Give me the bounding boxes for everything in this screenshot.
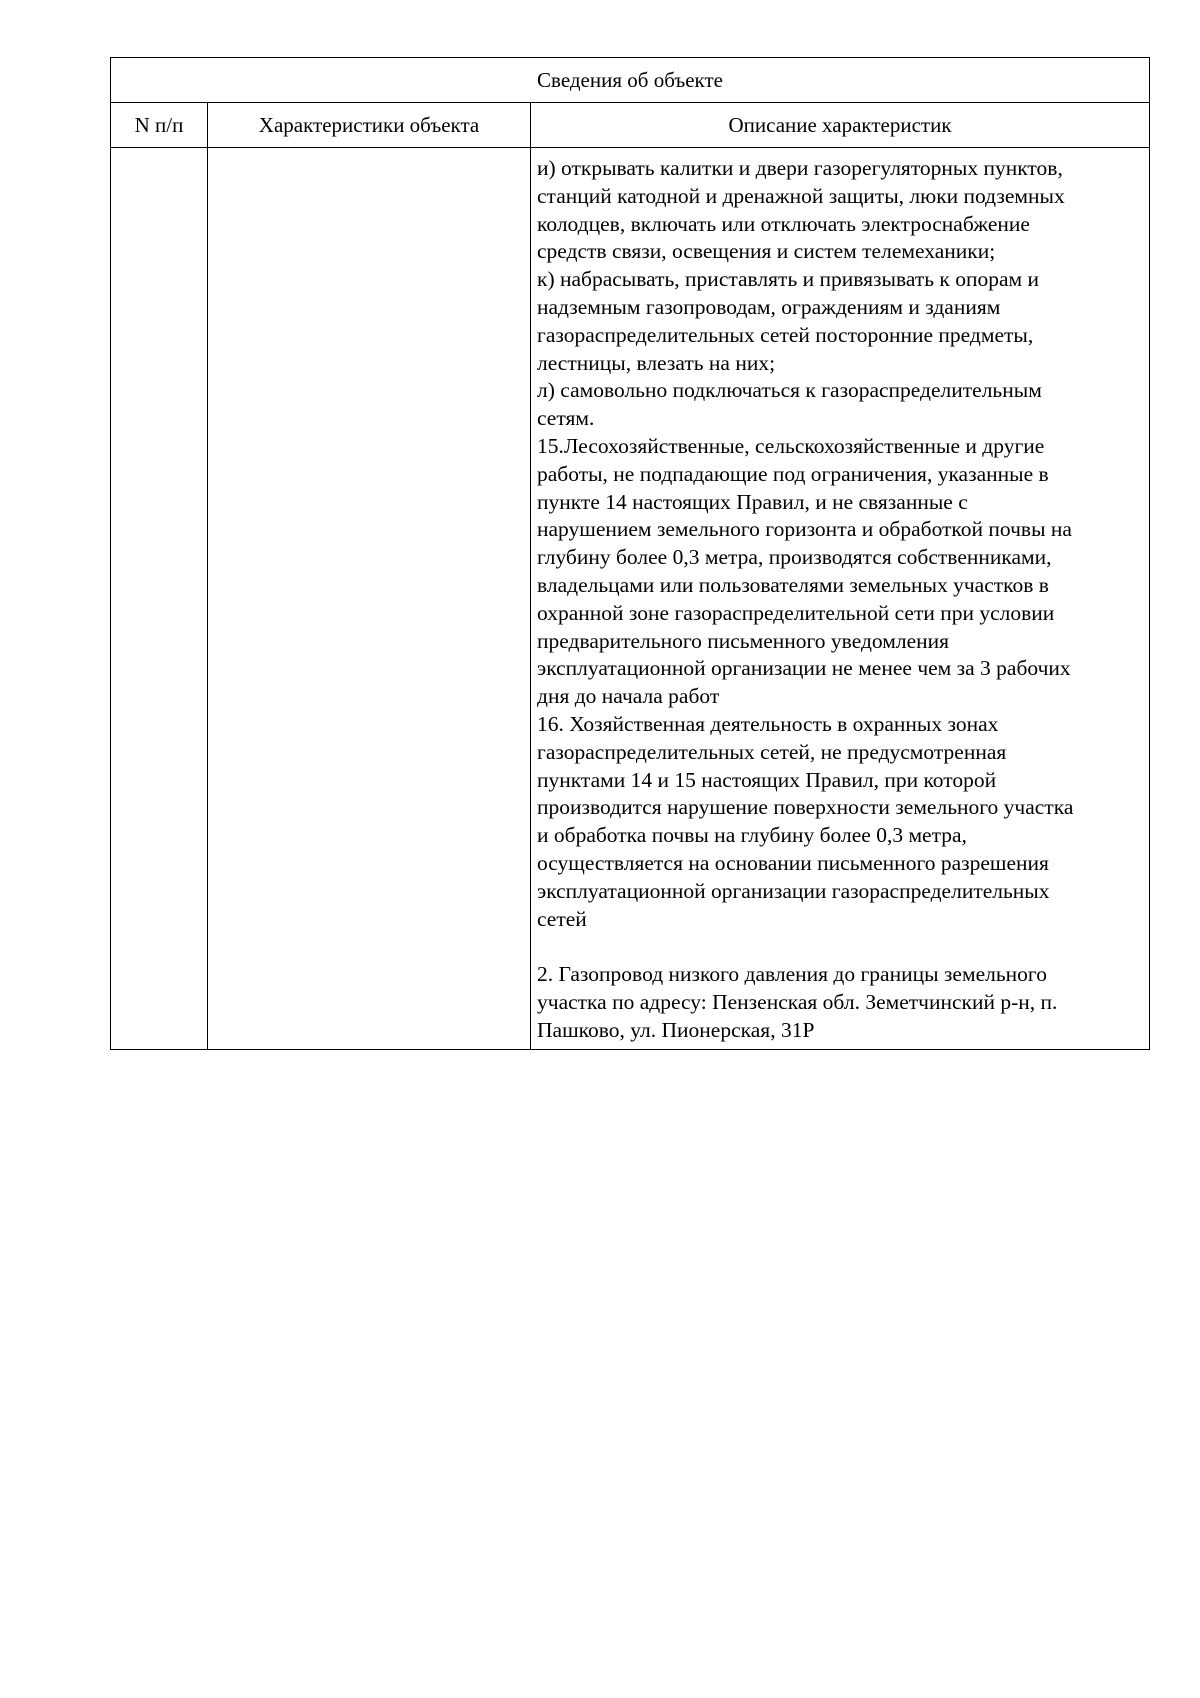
header-num: N п/п [111,103,208,148]
description-line: средств связи, освещения и систем телемеханики; [537,239,996,264]
description-line: 15.Лесохозяйственные, сельскохозяйственные и другие [537,433,1045,458]
description-line: сетям. [537,406,595,431]
description-line: Пашково, ул. Пионерская, 31Р [537,1017,815,1042]
description-line: нарушением земельного горизонта и обработкой почвы на [537,517,1072,542]
description-line: охранной зоне газораспределительной сети при условии [537,600,1055,625]
description-line: газораспределительных сетей посторонние предметы, [537,322,1034,347]
description-line: работы, не подпадающие под ограничения, указанные в [537,461,1049,486]
description-line: л) самовольно подключаться к газораспределительным [537,378,1042,403]
description-line: надземным газопроводам, ограждениям и зданиям [537,294,1001,319]
description-line: сетей [537,906,587,931]
object-info-table [110,57,1150,1050]
description-line: лестницы, влезать на них; [537,350,776,375]
description-line: станций катодной и дренажной защиты, люки подземных [537,183,1065,208]
description-line: производится нарушение поверхности земельного участка [537,795,1074,820]
description-line: 16. Хозяйственная деятельность в охранных зонах [537,711,999,736]
description-line: осуществляется на основании письменного разрешения [537,850,1049,875]
table-row [111,148,1150,1050]
description-line: к) набрасывать, приставлять и привязывать к опорам и [537,267,1039,292]
description-line: предварительного письменного уведомления [537,628,950,653]
description-line: газораспределительных сетей, не предусмотренная [537,739,1007,764]
table-title-row [111,58,1150,103]
description-line: эксплуатационной организации газораспределительных [537,878,1050,903]
description-line: эксплуатационной организации не менее чем за 3 рабочих [537,656,1071,681]
description-line: колодцев, включать или отключать электроснабжение [537,211,1030,236]
description-line: 2. Газопровод низкого давления до границы земельного [537,962,1047,987]
table-title: Сведения об объекте [111,58,1150,103]
description-line: глубину более 0,3 метра, производятся собственниками, [537,545,1052,570]
cell-characteristics [208,148,531,1050]
cell-description [531,148,1150,1050]
table-header-row [111,103,1150,148]
description-line: и) открывать калитки и двери газорегуляторных пунктов, [537,156,1063,180]
description-line: пункте 14 настоящих Правил, и не связанные с [537,489,968,514]
description-line: владельцами или пользователями земельных участков в [537,572,1049,597]
description-text [537,155,1143,1045]
header-description: Описание характеристик [531,103,1150,148]
cell-num [111,148,208,1050]
description-line: участка по адресу: Пензенская обл. Земетчинский р-н, п. [537,989,1058,1014]
description-blank-line [537,933,1143,961]
description-line: дня до начала работ [537,684,720,709]
header-characteristics: Характеристики объекта [208,103,531,148]
description-line: и обработка почвы на глубину более 0,3 метра, [537,823,967,848]
description-line: пунктами 14 и 15 настоящих Правил, при которой [537,767,997,792]
